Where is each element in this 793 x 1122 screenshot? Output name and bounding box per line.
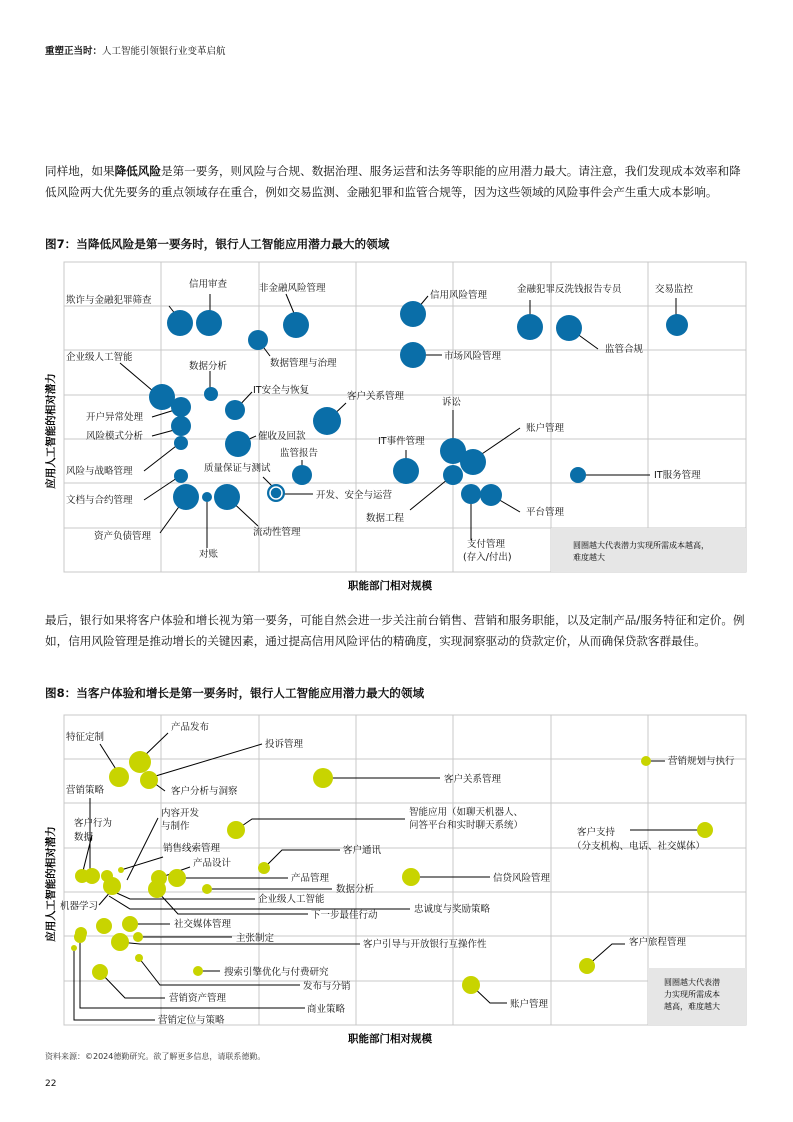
svg-text:产品设计: 产品设计 xyxy=(193,858,232,869)
svg-text:数据: 数据 xyxy=(74,832,94,843)
svg-text:机器学习: 机器学习 xyxy=(60,901,99,912)
svg-text:催收及回款: 催收及回款 xyxy=(258,431,306,442)
svg-text:客户通讯: 客户通讯 xyxy=(343,845,382,856)
svg-text:支付管理: 支付管理 xyxy=(467,539,506,550)
svg-text:投诉管理: 投诉管理 xyxy=(265,739,304,750)
source-note: 资料来源：©2024德勤研究。欲了解更多信息，请联系德勤。 xyxy=(45,1052,266,1061)
svg-text:发布与分销: 发布与分销 xyxy=(303,981,351,992)
svg-text:企业级人工智能: 企业级人工智能 xyxy=(66,352,133,363)
bubble-product-management xyxy=(168,869,186,887)
bubble-customer-communication xyxy=(258,862,270,874)
svg-text:平台管理: 平台管理 xyxy=(526,507,565,518)
figure8-note-line1: 圆圈越大代表潜 xyxy=(664,978,720,987)
svg-text:数据工程: 数据工程 xyxy=(366,513,405,524)
svg-text:流动性管理: 流动性管理 xyxy=(253,527,301,538)
svg-text:客户关系管理: 客户关系管理 xyxy=(444,774,502,785)
figure7-title: 图7：当降低风险是第一要务时，银行人工智能应用潜力最大的领域 xyxy=(45,237,390,251)
bubble-onboarding xyxy=(111,933,129,951)
svg-text:IT安全与恢复: IT安全与恢复 xyxy=(253,385,310,396)
figure7-x-axis-label: 职能部门相对规模 xyxy=(348,580,432,592)
svg-text:搜索引擎优化与付费研究: 搜索引擎优化与付费研究 xyxy=(224,967,329,978)
bubble-product-launch xyxy=(129,751,151,773)
svg-text:数据分析: 数据分析 xyxy=(336,884,375,895)
svg-text:账户管理: 账户管理 xyxy=(510,999,549,1010)
svg-text:开发、安全与运营: 开发、安全与运营 xyxy=(316,490,393,501)
svg-text:开户异常处理: 开户异常处理 xyxy=(86,412,144,423)
svg-text:IT事件管理: IT事件管理 xyxy=(378,436,425,447)
svg-text:(存入/付出): (存入/付出) xyxy=(463,552,512,563)
svg-text:信用风险管理: 信用风险管理 xyxy=(430,290,488,301)
figure8-bubbles xyxy=(71,751,713,994)
figure8-note-line2: 力实现所需成本 xyxy=(664,990,720,999)
bubble-marketing-strategy xyxy=(84,868,100,884)
bubble-marketing-assets xyxy=(92,964,108,980)
bubble-machine-learning xyxy=(103,877,121,895)
bubble-distribution xyxy=(135,954,143,962)
svg-text:企业级人工智能: 企业级人工智能 xyxy=(258,894,325,905)
svg-text:金融犯罪反洗钱报告专员: 金融犯罪反洗钱报告专员 xyxy=(517,284,622,295)
figure7-y-axis-label: 应用人工智能的相对潜力 xyxy=(45,373,57,489)
svg-text:智能应用（如聊天机器人、: 智能应用（如聊天机器人、 xyxy=(409,807,524,818)
svg-text:非金融风险管理: 非金融风险管理 xyxy=(259,283,326,294)
bubble-account-mgmt-8 xyxy=(462,976,480,994)
svg-text:监管合规: 监管合规 xyxy=(605,344,644,355)
figure8-note-line3: 越高，难度越大 xyxy=(664,1002,720,1011)
svg-text:质量保证与测试: 质量保证与测试 xyxy=(204,463,271,474)
svg-text:资产负债管理: 资产负债管理 xyxy=(94,531,152,542)
svg-text:产品发布: 产品发布 xyxy=(171,722,210,733)
paragraph-risk: 同样地，如果降低风险是第一要务，则风险与合规、数据治理、服务运营和法务等职能的应用潜力最大。请注意，我们发现成本效率和降低风险两大优先要务的重点领域存在重合，例如交易监测、金融犯罪和监管合规等，因为这些领域的风险事件会产生重大成本影响。 xyxy=(45,164,741,199)
bubble-marketing-planning xyxy=(641,756,651,766)
svg-text:客户分析与洞察: 客户分析与洞察 xyxy=(171,786,238,797)
svg-text:信贷风险管理: 信贷风险管理 xyxy=(493,873,551,884)
svg-text:社交媒体管理: 社交媒体管理 xyxy=(174,919,232,930)
svg-text:商业策略: 商业策略 xyxy=(307,1004,346,1015)
bubble-complaint-management xyxy=(140,771,158,789)
svg-text:交易监控: 交易监控 xyxy=(655,284,694,295)
bubble-feature-customization xyxy=(109,767,129,787)
page-number: 22 xyxy=(45,1079,57,1089)
bubble-social-media xyxy=(96,918,112,934)
bubble-lead-management xyxy=(118,867,124,873)
svg-text:数据管理与治理: 数据管理与治理 xyxy=(270,358,337,369)
svg-text:欺诈与金融犯罪筛查: 欺诈与金融犯罪筛查 xyxy=(66,295,152,306)
bubble-enterprise-ai-8 xyxy=(148,880,166,898)
svg-text:内容开发: 内容开发 xyxy=(161,808,200,819)
bubble-targeting xyxy=(71,945,77,951)
running-header: 重塑正当时：人工智能引领银行业变革启航 xyxy=(45,46,226,57)
svg-text:文档与合约管理: 文档与合约管理 xyxy=(66,495,133,506)
svg-text:（分支机构、电话、社交媒体）: （分支机构、电话、社交媒体） xyxy=(572,841,706,852)
svg-text:特征定制: 特征定制 xyxy=(66,732,105,743)
svg-text:客户旅程管理: 客户旅程管理 xyxy=(629,937,687,948)
figure7-note-line1: 圆圈越大代表潜力实现所需成本越高， xyxy=(573,541,709,550)
svg-text:诉讼: 诉讼 xyxy=(442,397,462,408)
svg-text:客户行为: 客户行为 xyxy=(74,818,113,829)
svg-text:客户关系管理: 客户关系管理 xyxy=(347,391,405,402)
bubble-customer-support xyxy=(697,822,713,838)
svg-text:数据分析: 数据分析 xyxy=(189,361,228,372)
svg-text:风险与战略管理: 风险与战略管理 xyxy=(66,466,133,477)
svg-text:营销策略: 营销策略 xyxy=(66,785,105,796)
svg-text:营销定位与策略: 营销定位与策略 xyxy=(158,1015,225,1026)
svg-text:下一步最佳行动: 下一步最佳行动 xyxy=(311,910,378,921)
svg-text:信用审查: 信用审查 xyxy=(189,279,228,290)
svg-text:IT服务管理: IT服务管理 xyxy=(654,470,701,481)
svg-text:客户支持: 客户支持 xyxy=(577,827,616,838)
paragraph-growth: 最后，银行如果将客户体验和增长视为第一要务，可能自然会进一步关注前台销售、营销和服务职能，以及定制产品/服务特征和定价。例如，信用风险管理是推动增长的关键因素，通过提高信用风险评估的精确度，实现洞察驱动的贷款定价，从而确保贷款客群最佳。 xyxy=(45,613,745,648)
svg-text:客户引导与开放银行互操作性: 客户引导与开放银行互操作性 xyxy=(363,939,487,950)
bubble-data-analytics xyxy=(202,884,212,894)
svg-text:问答平台和实时聊天系统）: 问答平台和实时聊天系统） xyxy=(409,820,524,831)
bubble-seo xyxy=(193,966,203,976)
bubble-journey xyxy=(579,958,595,974)
svg-text:对账: 对账 xyxy=(199,549,219,560)
svg-text:风险模式分析: 风险模式分析 xyxy=(86,431,144,442)
svg-text:忠诚度与奖励策略: 忠诚度与奖励策略 xyxy=(414,904,491,915)
svg-text:销售线索管理: 销售线索管理 xyxy=(163,843,221,854)
figure7-note-line2: 难度越大 xyxy=(573,553,605,562)
svg-text:营销规划与执行: 营销规划与执行 xyxy=(668,756,735,767)
svg-text:监管报告: 监管报告 xyxy=(280,448,319,459)
svg-text:与制作: 与制作 xyxy=(161,821,190,832)
bubble-next-best-action xyxy=(122,916,138,932)
figure8-title: 图8：当客户体验和增长是第一要务时，银行人工智能应用潜力最大的领域 xyxy=(45,686,425,700)
bubble-credit-risk-management xyxy=(402,868,420,886)
bubble-intelligent-apps xyxy=(227,821,245,839)
svg-text:营销资产管理: 营销资产管理 xyxy=(169,993,227,1004)
bubble-customer-relationship xyxy=(313,768,333,788)
bubble-business-strategy xyxy=(74,931,86,943)
figure8-x-axis-label: 职能部门相对规模 xyxy=(348,1033,432,1045)
svg-text:账户管理: 账户管理 xyxy=(526,423,565,434)
bubble-proposition xyxy=(133,932,143,942)
svg-text:市场风险管理: 市场风险管理 xyxy=(444,351,502,362)
svg-text:产品管理: 产品管理 xyxy=(291,873,330,884)
svg-text:主张制定: 主张制定 xyxy=(236,933,275,944)
figure8-y-axis-label: 应用人工智能的相对潜力 xyxy=(45,826,57,942)
